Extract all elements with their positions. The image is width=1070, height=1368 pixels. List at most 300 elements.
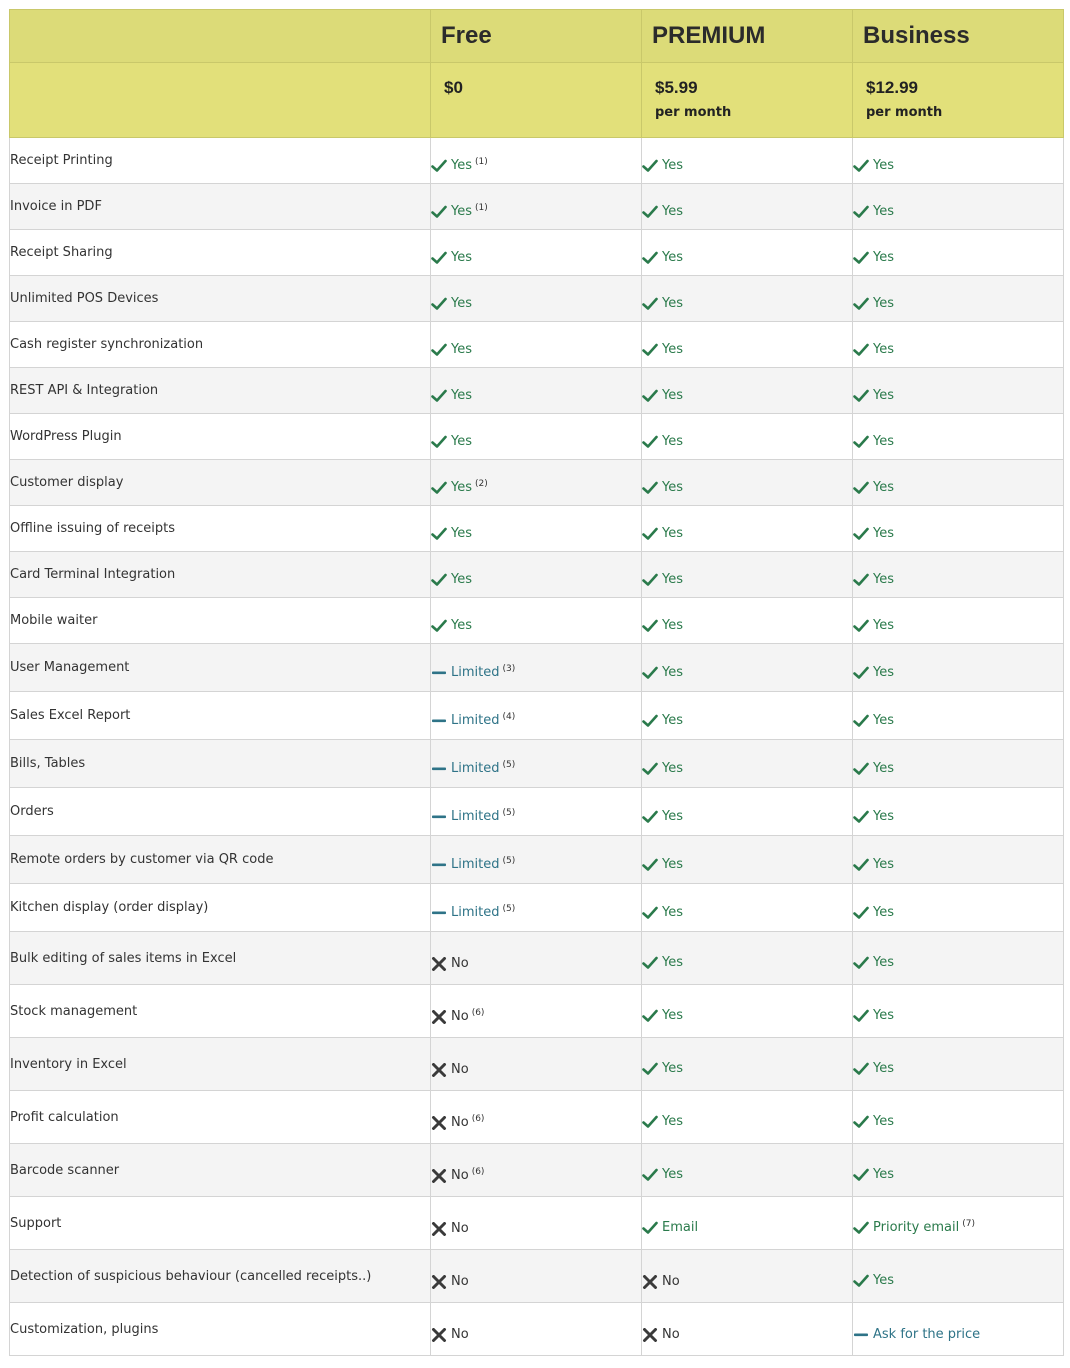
feature-value-free <box>431 552 642 598</box>
feature-name: Stock management <box>10 985 431 1038</box>
check-icon <box>642 1168 658 1182</box>
check-icon <box>853 1168 869 1182</box>
feature-value-premium <box>642 836 853 884</box>
status-label: Limited <box>451 857 500 872</box>
status-label: Yes <box>662 808 683 824</box>
check-icon <box>853 343 869 357</box>
feature-name: Offline issuing of receipts <box>10 506 431 552</box>
feature-name: Unlimited POS Devices <box>10 276 431 322</box>
check-icon <box>431 527 447 541</box>
check-icon <box>642 205 658 219</box>
feature-value-free <box>431 1303 642 1356</box>
feature-name: Mobile waiter <box>10 598 431 644</box>
feature-value-premium <box>642 598 853 644</box>
table-row <box>10 1197 1064 1250</box>
check-icon <box>642 159 658 173</box>
feature-value-free <box>431 506 642 552</box>
status-value <box>642 572 683 587</box>
status-label: Yes <box>873 760 894 776</box>
status-value <box>431 250 472 265</box>
status-label: Yes <box>451 525 472 541</box>
status-value <box>431 480 488 495</box>
feature-value-premium <box>642 1250 853 1303</box>
status-value <box>853 665 894 680</box>
status-value <box>853 713 894 728</box>
header-corner-cell <box>10 10 431 63</box>
status-label: Yes <box>662 571 683 587</box>
feature-value-free <box>431 1250 642 1303</box>
plan-header-row <box>10 10 1064 63</box>
feature-value-free <box>431 644 642 692</box>
status-value <box>853 204 894 219</box>
status-label: Yes <box>451 249 472 265</box>
feature-value-business <box>853 506 1064 552</box>
status-label: Yes <box>451 203 472 219</box>
status-value <box>431 761 515 776</box>
feature-value-free <box>431 184 642 230</box>
status-value <box>853 955 894 970</box>
check-icon <box>431 297 447 311</box>
feature-value-free <box>431 1038 642 1091</box>
feature-value-free <box>431 836 642 884</box>
feature-name: Customer display <box>10 460 431 506</box>
table-row <box>10 368 1064 414</box>
table-row <box>10 230 1064 276</box>
status-value <box>431 296 472 311</box>
feature-name: User Management <box>10 644 431 692</box>
status-label: Yes <box>662 295 683 311</box>
status-label: Yes <box>662 341 683 357</box>
footnote-marker: (1) <box>475 202 488 213</box>
feature-name: Support <box>10 1197 431 1250</box>
check-icon <box>642 389 658 403</box>
feature-value-free <box>431 276 642 322</box>
check-icon <box>853 1274 869 1288</box>
status-label: Limited <box>451 713 500 728</box>
feature-value-business <box>853 1091 1064 1144</box>
check-icon <box>853 858 869 872</box>
feature-name: Barcode scanner <box>10 1144 431 1197</box>
feature-value-business <box>853 1144 1064 1197</box>
check-icon <box>431 251 447 265</box>
status-value <box>853 1327 980 1342</box>
feature-value-business <box>853 788 1064 836</box>
feature-name: Receipt Sharing <box>10 230 431 276</box>
status-label: Yes <box>662 525 683 541</box>
table-row <box>10 506 1064 552</box>
check-icon <box>853 389 869 403</box>
table-row <box>10 184 1064 230</box>
status-value <box>853 342 894 357</box>
status-value <box>642 480 683 495</box>
price-cell-free <box>431 63 642 138</box>
status-value <box>853 1273 894 1288</box>
feature-value-business <box>853 598 1064 644</box>
status-value <box>853 618 894 633</box>
feature-value-premium <box>642 932 853 985</box>
price-cell-business <box>853 63 1064 138</box>
plan-name-premium: PREMIUM <box>642 10 853 63</box>
status-label: Limited <box>451 905 500 920</box>
check-icon <box>642 619 658 633</box>
check-icon <box>853 810 869 824</box>
footnote-marker: (1) <box>475 156 488 167</box>
table-row <box>10 692 1064 740</box>
feature-value-business <box>853 985 1064 1038</box>
status-value <box>853 1008 894 1023</box>
cross-icon <box>431 1063 447 1077</box>
feature-value-premium <box>642 414 853 460</box>
check-icon <box>431 389 447 403</box>
status-label: Yes <box>451 479 472 495</box>
feature-value-free <box>431 414 642 460</box>
feature-value-premium <box>642 230 853 276</box>
status-label: Yes <box>451 571 472 587</box>
status-value <box>642 158 683 173</box>
status-value <box>431 1062 469 1077</box>
check-icon <box>431 205 447 219</box>
price-amount: $12.99 <box>866 78 918 97</box>
status-label: Yes <box>662 479 683 495</box>
check-icon <box>853 573 869 587</box>
cross-icon <box>431 1116 447 1130</box>
feature-value-premium <box>642 985 853 1038</box>
table-row <box>10 1038 1064 1091</box>
status-label: Yes <box>873 1167 894 1182</box>
feature-value-free <box>431 1197 642 1250</box>
feature-value-business <box>853 836 1064 884</box>
status-label: Yes <box>662 1114 683 1129</box>
feature-value-business <box>853 368 1064 414</box>
feature-value-business <box>853 1038 1064 1091</box>
status-label: Yes <box>451 433 472 449</box>
feature-value-free <box>431 740 642 788</box>
feature-value-business <box>853 184 1064 230</box>
status-value <box>431 956 469 971</box>
feature-value-premium <box>642 552 853 598</box>
dash-icon <box>431 906 447 920</box>
feature-value-free <box>431 692 642 740</box>
status-label: Email <box>662 1220 699 1235</box>
status-value <box>642 713 683 728</box>
status-value <box>853 1220 975 1235</box>
cross-icon <box>431 1169 447 1183</box>
status-value <box>431 158 488 173</box>
feature-value-business <box>853 1303 1064 1356</box>
feature-name: Bills, Tables <box>10 740 431 788</box>
feature-value-premium <box>642 1091 853 1144</box>
status-label: Yes <box>873 664 894 680</box>
feature-value-business <box>853 1250 1064 1303</box>
status-value <box>431 1274 469 1289</box>
feature-value-premium <box>642 368 853 414</box>
check-icon <box>853 666 869 680</box>
feature-value-premium <box>642 138 853 184</box>
status-value <box>642 388 683 403</box>
status-label: Yes <box>873 525 894 541</box>
status-value <box>431 905 515 920</box>
status-label: Yes <box>873 157 894 173</box>
status-label: Yes <box>451 295 472 311</box>
feature-value-business <box>853 230 1064 276</box>
status-label: Yes <box>873 1114 894 1129</box>
status-label: No <box>451 1114 469 1130</box>
check-icon <box>853 619 869 633</box>
status-label: No <box>662 1273 680 1289</box>
status-label: No <box>451 955 469 971</box>
status-value <box>431 388 472 403</box>
status-label: Yes <box>873 295 894 311</box>
status-value <box>642 618 683 633</box>
feature-value-premium <box>642 1303 853 1356</box>
status-label: Limited <box>451 809 500 824</box>
price-cell-premium <box>642 63 853 138</box>
table-row <box>10 985 1064 1038</box>
feature-value-free <box>431 932 642 985</box>
check-icon <box>853 435 869 449</box>
feature-value-free <box>431 884 642 932</box>
check-icon <box>642 1221 658 1235</box>
status-label: No <box>662 1326 680 1342</box>
feature-value-business <box>853 740 1064 788</box>
footnote-marker: (3) <box>502 664 516 674</box>
status-value <box>642 1008 683 1023</box>
table-row <box>10 1091 1064 1144</box>
footnote-marker: (6) <box>471 1007 485 1018</box>
status-value <box>853 905 894 920</box>
check-icon <box>853 481 869 495</box>
status-label: Yes <box>662 664 683 680</box>
status-label: Yes <box>662 904 683 920</box>
feature-name: REST API & Integration <box>10 368 431 414</box>
feature-name: Cash register synchronization <box>10 322 431 368</box>
status-label: Yes <box>873 387 894 403</box>
feature-value-free <box>431 598 642 644</box>
footnote-marker: (5) <box>502 904 516 914</box>
status-label: Yes <box>873 571 894 587</box>
check-icon <box>642 762 658 776</box>
table-row <box>10 788 1064 836</box>
price-amount: $0 <box>444 78 463 97</box>
table-row <box>10 276 1064 322</box>
status-value <box>431 526 472 541</box>
dash-icon <box>431 666 447 680</box>
table-row <box>10 1250 1064 1303</box>
feature-value-premium <box>642 506 853 552</box>
check-icon <box>431 619 447 633</box>
check-icon <box>642 1062 658 1076</box>
status-value <box>431 809 515 824</box>
status-value <box>642 342 683 357</box>
dash-icon <box>431 858 447 872</box>
check-icon <box>642 297 658 311</box>
feature-name: Kitchen display (order display) <box>10 884 431 932</box>
status-label: Yes <box>662 387 683 403</box>
check-icon <box>853 159 869 173</box>
status-value <box>853 1061 894 1076</box>
feature-value-free <box>431 1091 642 1144</box>
footnote-marker: (5) <box>502 856 516 866</box>
status-value <box>431 713 515 728</box>
feature-value-premium <box>642 788 853 836</box>
table-row <box>10 322 1064 368</box>
pricing-table-container <box>9 9 1063 1356</box>
feature-name: Bulk editing of sales items in Excel <box>10 932 431 985</box>
status-value <box>642 1061 683 1076</box>
status-label: Yes <box>873 1008 894 1023</box>
check-icon <box>642 956 658 970</box>
status-label: Ask for the price <box>873 1326 981 1342</box>
cross-icon <box>431 957 447 971</box>
price-period: per month <box>866 105 943 120</box>
pricing-comparison-table <box>9 9 1064 1356</box>
dash-icon <box>431 810 447 824</box>
feature-name: WordPress Plugin <box>10 414 431 460</box>
feature-value-premium <box>642 644 853 692</box>
status-value <box>642 955 683 970</box>
status-value <box>642 905 683 920</box>
status-label: Yes <box>451 387 472 403</box>
status-label: Yes <box>662 1061 683 1076</box>
feature-value-premium <box>642 1197 853 1250</box>
check-icon <box>431 481 447 495</box>
status-value <box>853 158 894 173</box>
table-row <box>10 1303 1064 1356</box>
status-label: No <box>451 1326 469 1342</box>
status-label: Limited <box>451 761 500 776</box>
feature-value-free <box>431 460 642 506</box>
cross-icon <box>431 1275 447 1289</box>
cross-icon <box>431 1328 447 1342</box>
status-label: No <box>451 1008 469 1024</box>
feature-value-business <box>853 414 1064 460</box>
status-value <box>853 388 894 403</box>
feature-value-premium <box>642 884 853 932</box>
status-value <box>642 1327 680 1342</box>
table-row <box>10 644 1064 692</box>
check-icon <box>431 435 447 449</box>
feature-rows <box>10 138 1064 1356</box>
check-icon <box>853 205 869 219</box>
dash-icon <box>853 1328 869 1342</box>
status-label: Yes <box>662 1167 683 1182</box>
feature-value-premium <box>642 460 853 506</box>
feature-value-premium <box>642 322 853 368</box>
status-label: Yes <box>873 1273 894 1288</box>
check-icon <box>642 435 658 449</box>
status-label: Yes <box>662 1008 683 1023</box>
check-icon <box>853 527 869 541</box>
check-icon <box>431 159 447 173</box>
status-value <box>642 1274 680 1289</box>
status-label: Yes <box>662 617 683 633</box>
check-icon <box>642 1115 658 1129</box>
plan-name-business: Business <box>853 10 1064 63</box>
feature-value-free <box>431 230 642 276</box>
check-icon <box>853 1115 869 1129</box>
status-label: Yes <box>662 712 683 728</box>
status-value <box>642 1167 683 1182</box>
feature-value-premium <box>642 184 853 230</box>
feature-value-free <box>431 788 642 836</box>
status-value <box>853 1167 894 1182</box>
status-label: Priority email <box>873 1220 960 1235</box>
status-value <box>853 761 894 776</box>
footnote-marker: (4) <box>502 712 516 722</box>
check-icon <box>853 762 869 776</box>
feature-name: Orders <box>10 788 431 836</box>
status-value <box>853 1114 894 1129</box>
feature-value-free <box>431 1144 642 1197</box>
status-label: No <box>451 1061 469 1077</box>
status-value <box>642 296 683 311</box>
feature-name: Card Terminal Integration <box>10 552 431 598</box>
status-value <box>642 434 683 449</box>
feature-value-premium <box>642 1144 853 1197</box>
check-icon <box>642 573 658 587</box>
check-icon <box>642 858 658 872</box>
table-row <box>10 740 1064 788</box>
table-row <box>10 1144 1064 1197</box>
status-label: Yes <box>873 479 894 495</box>
status-value <box>853 434 894 449</box>
footnote-marker: (6) <box>471 1166 485 1177</box>
check-icon <box>853 1062 869 1076</box>
status-label: Yes <box>873 904 894 920</box>
status-label: Yes <box>873 1061 894 1076</box>
status-label: Yes <box>451 341 472 357</box>
status-value <box>853 572 894 587</box>
status-label: Yes <box>662 760 683 776</box>
status-value <box>431 434 472 449</box>
status-label: Yes <box>873 808 894 824</box>
check-icon <box>853 1221 869 1235</box>
check-icon <box>642 1009 658 1023</box>
footnote-marker: (7) <box>962 1219 976 1229</box>
status-label: Yes <box>873 203 894 219</box>
feature-value-premium <box>642 276 853 322</box>
check-icon <box>642 666 658 680</box>
status-value <box>431 342 472 357</box>
feature-name: Inventory in Excel <box>10 1038 431 1091</box>
check-icon <box>642 527 658 541</box>
feature-value-free <box>431 322 642 368</box>
footnote-marker: (6) <box>471 1113 485 1124</box>
feature-value-business <box>853 322 1064 368</box>
status-value <box>431 1168 484 1183</box>
cross-icon <box>642 1328 658 1342</box>
feature-value-business <box>853 692 1064 740</box>
table-row <box>10 932 1064 985</box>
status-label: No <box>451 1273 469 1289</box>
status-label: Yes <box>662 203 683 219</box>
check-icon <box>853 956 869 970</box>
status-value <box>431 857 515 872</box>
status-label: Yes <box>873 955 894 970</box>
status-label: Yes <box>662 433 683 449</box>
feature-value-premium <box>642 692 853 740</box>
status-label: Yes <box>451 157 472 173</box>
status-label: No <box>451 1167 469 1183</box>
check-icon <box>853 297 869 311</box>
cross-icon <box>431 1010 447 1024</box>
dash-icon <box>431 714 447 728</box>
status-value <box>431 618 472 633</box>
status-value <box>431 1221 469 1236</box>
feature-name: Invoice in PDF <box>10 184 431 230</box>
status-value <box>853 857 894 872</box>
status-label: Yes <box>662 955 683 970</box>
